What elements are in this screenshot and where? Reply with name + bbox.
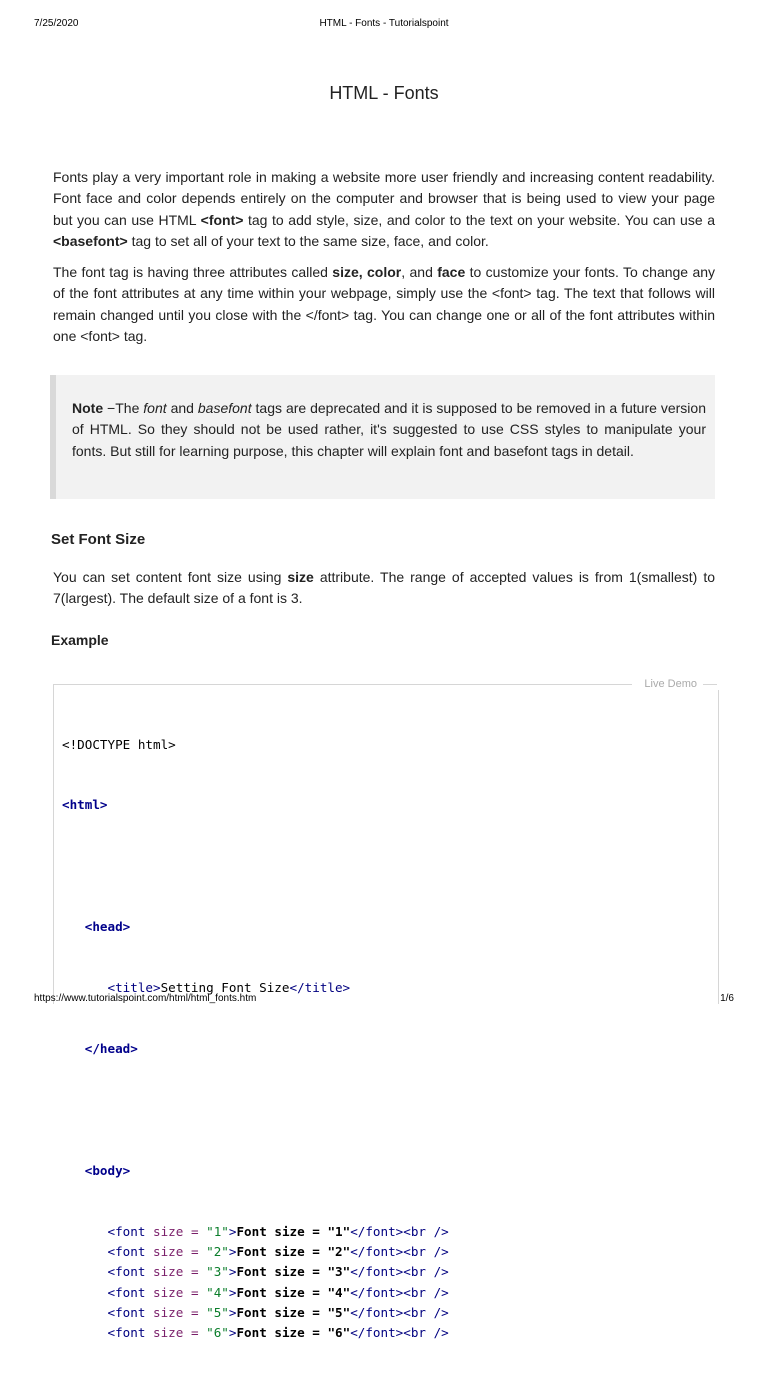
basefont-tag-text: <basefont> xyxy=(53,232,128,249)
code-token: </font> xyxy=(350,1244,404,1260)
font-tag-text: <font> xyxy=(200,211,244,228)
note-text xyxy=(72,398,706,462)
divider xyxy=(703,684,717,685)
code-token: </title> xyxy=(289,980,351,996)
code-token: <title> xyxy=(107,980,161,996)
code-token: <body> xyxy=(84,1162,131,1178)
code-token: "1" xyxy=(206,1223,229,1239)
example-title: Example xyxy=(51,632,109,648)
code-token: "3" xyxy=(206,1264,229,1280)
code-token: = xyxy=(183,1223,207,1239)
code-token: </font> xyxy=(350,1264,404,1280)
intro-paragraph-1 xyxy=(53,167,715,252)
print-page-title: HTML - Fonts - Tutorialspoint xyxy=(319,18,449,29)
code-token: = xyxy=(183,1264,207,1280)
text-run: tag to set all of your text to the same size, face, and color. xyxy=(127,232,489,249)
code-token: size xyxy=(153,1264,184,1280)
note-box xyxy=(50,375,715,499)
code-token: <br /> xyxy=(403,1304,449,1320)
code-token: Font size = "4" xyxy=(236,1284,351,1300)
code-token: <font xyxy=(107,1223,146,1239)
code-token: <font xyxy=(107,1304,146,1320)
code-token: = xyxy=(183,1284,207,1300)
text-run: tag to add style, size, and color to the text on your website. You can use a xyxy=(243,211,715,228)
code-token: Font size = "5" xyxy=(236,1304,351,1320)
code-token: size xyxy=(153,1223,184,1239)
code-line xyxy=(62,1039,449,1059)
code-token: size xyxy=(153,1284,184,1300)
text-run: to customize your fonts. To change any of the font attributes at any time within your webpage, simply use the <font> tag. The text that follows will remain changed until you close with the </font> tag. You can change one or all of the font attributes within one <font> tag. xyxy=(53,264,716,344)
code-token: > xyxy=(228,1223,237,1239)
code-line xyxy=(62,1283,449,1303)
text-run: −The xyxy=(103,400,144,416)
code-token: "6" xyxy=(206,1325,229,1341)
code-token: > xyxy=(228,1264,237,1280)
code-token: <html> xyxy=(62,797,108,813)
code-block xyxy=(62,694,449,1384)
size-bold-text: size xyxy=(287,569,314,585)
code-token: <font xyxy=(107,1325,146,1341)
code-token: size xyxy=(153,1325,184,1341)
code-token: > xyxy=(228,1284,237,1300)
font-italic-text: font xyxy=(143,400,167,416)
code-token: "5" xyxy=(206,1304,229,1320)
face-bold-text: face xyxy=(437,264,466,280)
code-line xyxy=(62,1161,449,1181)
section-paragraph xyxy=(53,567,715,610)
page-title: HTML - Fonts xyxy=(329,83,439,103)
code-token: Font size = "3" xyxy=(236,1264,351,1280)
text-run: You can set content font size using xyxy=(53,569,288,585)
code-token: <font xyxy=(107,1284,146,1300)
text-run: Fonts play a very important role in making a website more user friendly and increasing content readability. Font face and color depends entirely on the computer and browser that is being used to view your page but you can use HTML xyxy=(53,169,715,228)
code-token: <font xyxy=(107,1244,146,1260)
code-token: > xyxy=(228,1304,237,1320)
print-url: https://www.tutorialspoint.com/html/html_fonts.htm xyxy=(34,993,257,1004)
text-run: tags are deprecated and it is supposed to be removed in a future version of HTML. So they should not be used rather, it's suggested to use CSS styles to manipulate your fonts. But still for learning purpose, this chapter will explain font and basefont tags in detail. xyxy=(72,400,706,459)
print-header xyxy=(34,18,734,32)
code-token: size xyxy=(153,1304,184,1320)
code-token: </font> xyxy=(350,1223,404,1239)
attributes-bold-text: size, color xyxy=(332,264,402,280)
code-token: = xyxy=(183,1304,207,1320)
code-token: <head> xyxy=(84,919,131,935)
code-line xyxy=(62,1100,449,1120)
code-line xyxy=(62,1222,449,1242)
intro-paragraph-2 xyxy=(53,262,715,347)
code-line xyxy=(62,1242,449,1262)
code-token: = xyxy=(183,1325,207,1341)
text-run: and xyxy=(166,400,198,416)
code-token: Setting Font Size xyxy=(160,980,290,996)
code-token: Font size = "1" xyxy=(236,1223,351,1239)
code-token: <br /> xyxy=(403,1284,449,1300)
code-token: Font size = "2" xyxy=(236,1244,351,1260)
code-example-box xyxy=(53,678,719,1341)
code-token: <br /> xyxy=(403,1325,449,1341)
code-token: = xyxy=(183,1244,207,1260)
code-token: "4" xyxy=(206,1284,229,1300)
print-footer xyxy=(34,993,734,1007)
code-line xyxy=(62,1303,449,1323)
code-token: </font> xyxy=(350,1284,404,1300)
print-page-number: 1/6 xyxy=(720,993,734,1004)
basefont-italic-text: basefont xyxy=(197,400,252,416)
code-token: Font size = "6" xyxy=(236,1325,351,1341)
code-token: <font xyxy=(107,1264,146,1280)
text-run: attribute. The range of accepted values is from 1(smallest) to 7(largest). The default size of a font is 3. xyxy=(53,569,715,607)
section-title: Set Font Size xyxy=(51,531,146,548)
note-label: Note xyxy=(72,400,104,416)
code-token: <br /> xyxy=(403,1223,449,1239)
code-line xyxy=(62,917,449,937)
code-token: > xyxy=(228,1244,237,1260)
code-line xyxy=(62,1323,449,1343)
live-demo-label: Live Demo xyxy=(644,678,697,690)
text-run: , and xyxy=(401,264,438,280)
code-token: <!DOCTYPE html> xyxy=(62,736,176,752)
code-token: <br /> xyxy=(403,1244,449,1260)
code-token: "2" xyxy=(206,1244,229,1260)
code-token: </head> xyxy=(84,1041,138,1057)
text-run: The font tag is having three attributes called xyxy=(53,264,333,280)
live-demo-link[interactable] xyxy=(632,678,720,690)
code-token: <br /> xyxy=(403,1264,449,1280)
font-lines xyxy=(62,1222,449,1344)
code-token: </font> xyxy=(350,1304,404,1320)
print-date: 7/25/2020 xyxy=(34,18,79,29)
code-line xyxy=(62,856,449,876)
code-line xyxy=(62,735,449,755)
code-token: > xyxy=(228,1325,237,1341)
code-line xyxy=(62,1262,449,1282)
code-token: size xyxy=(153,1244,184,1260)
code-token: </font> xyxy=(350,1325,404,1341)
code-line xyxy=(62,795,449,815)
